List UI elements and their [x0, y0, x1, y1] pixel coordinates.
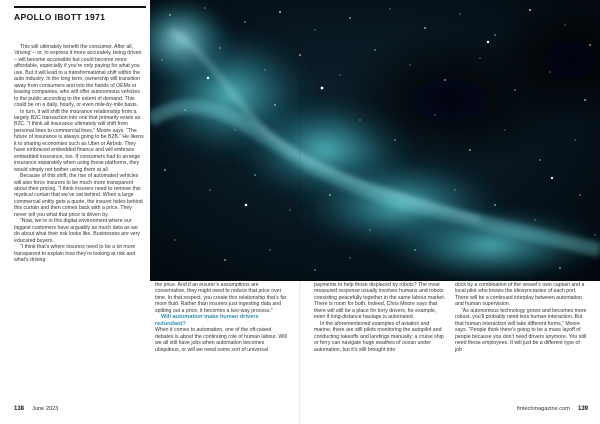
paragraph: This will ultimately benefit the consumer. After all, ‘driving’ – or, to express it more accurately, being driven – will become accessible but could become more affordable, especially if you’re only paying for what you use. But it will lead to a transformational shift within the auto industry. In the long term, ownership will transition away from consumers and into the hands of OEMs or leasing companies, who will offer autonomous vehicles to the public according to the extent of demand. This could be on a daily, hourly, or even mile-by-mile basis. [14, 44, 142, 109]
page-number: 139 [577, 406, 588, 412]
nebula-image [150, 0, 600, 281]
article-column-4 [455, 282, 587, 353]
paragraph: When it comes to automation, one of the oft-raised debates is about the continuing role of human labour. Will we all still have jobs when automation becomes ubiquitous, or will we need some sort of universal [155, 327, 287, 353]
paragraph: “Now, we’re in this digital environment where our biggest customers have arguably as much data as we do about what their risk looks like. Businesses are very educated buyers. [14, 218, 140, 244]
paragraph: “I think that’s where insurers need to be a lot more transparent to explain how they’re looking at risk and what’s driving [14, 244, 136, 263]
page-gutter [299, 0, 301, 424]
website-url[interactable]: fintechmagazine.com [517, 406, 570, 412]
paragraph: In turn, it will shift the insurance relationship from a largely B2C transaction into one that primarily exists as B2C. “I think all insurance ultimately will shift from personal lines to commercial lines,” Moore says. “The future of insurance is always going to be B2B.” He likens it to sharing economies such as Uber or Airbnb. They have embraced embedded finance and will embrace embedded insurance, too. If consumers had to arrange insurance separately when using these platforms, they would simply not bother using them at all. [14, 108, 144, 173]
paragraph: payments to help those displaced by robots? The most measured response usually involves humans and robots coexisting peacefully together in the same labour market. There is room for both. Indeed, Chris Moore says that there will still be a place for lorry drivers, for example, even if long-distance haulage is automated. [314, 282, 446, 321]
paragraph: the price. And if an insurer’s assumptions are conservative, they might need to reduce that price over time. In that respect, you create this relationship that’s far more fluid. Rather than insurers just ingesting data and spitting out a price, it becomes a two-way process.” [155, 282, 287, 314]
right-page-footer [517, 406, 588, 412]
paragraph: dock by a combination of the vessel’s own captain and a local pilot who knows the idiosyncrasies of each port. There will be a continued interplay between automation and human supervision. [455, 282, 585, 308]
article-column-1 [14, 44, 144, 263]
article-column-2 [155, 282, 287, 353]
paragraph: In the aforementioned examples of aviation and marine, there are still pilots monitoring the autopilot and conducting takeoffs and landings manually; a cruise ship or ferry can navigate huge swathes of ocean under automation, but it’s still brought into [314, 320, 444, 353]
subheading: Will automation make human drivers redundant? [155, 314, 259, 327]
article-column-3 [314, 282, 446, 353]
issue-date: June 2023 [32, 406, 59, 412]
page-number: 138 [14, 406, 25, 412]
header-rule [14, 6, 146, 8]
paragraph: Because of this shift, the rise of automated vehicles will also force insurers to be much more transparent about their pricing. “I think insurers need to remove this mystical curtain that we’ve sat behind. When a large commercial entity gets a quote, the insurer hides behind this curtain and then comes back with a price. They never tell you what that price is driven by. [14, 173, 143, 218]
paragraph: “As autonomous technology grows and becomes more robust, you’ll probably need less human interaction. But that human interaction will take different forms,” Moore says. “People think there’s going to be a mass layoff of people because you don’t need drivers anymore. You still need these employees. It will just be a different type of job [455, 307, 587, 353]
section-title: APOLLO IBOTT 1971 [14, 12, 106, 22]
left-page-footer [14, 406, 58, 412]
